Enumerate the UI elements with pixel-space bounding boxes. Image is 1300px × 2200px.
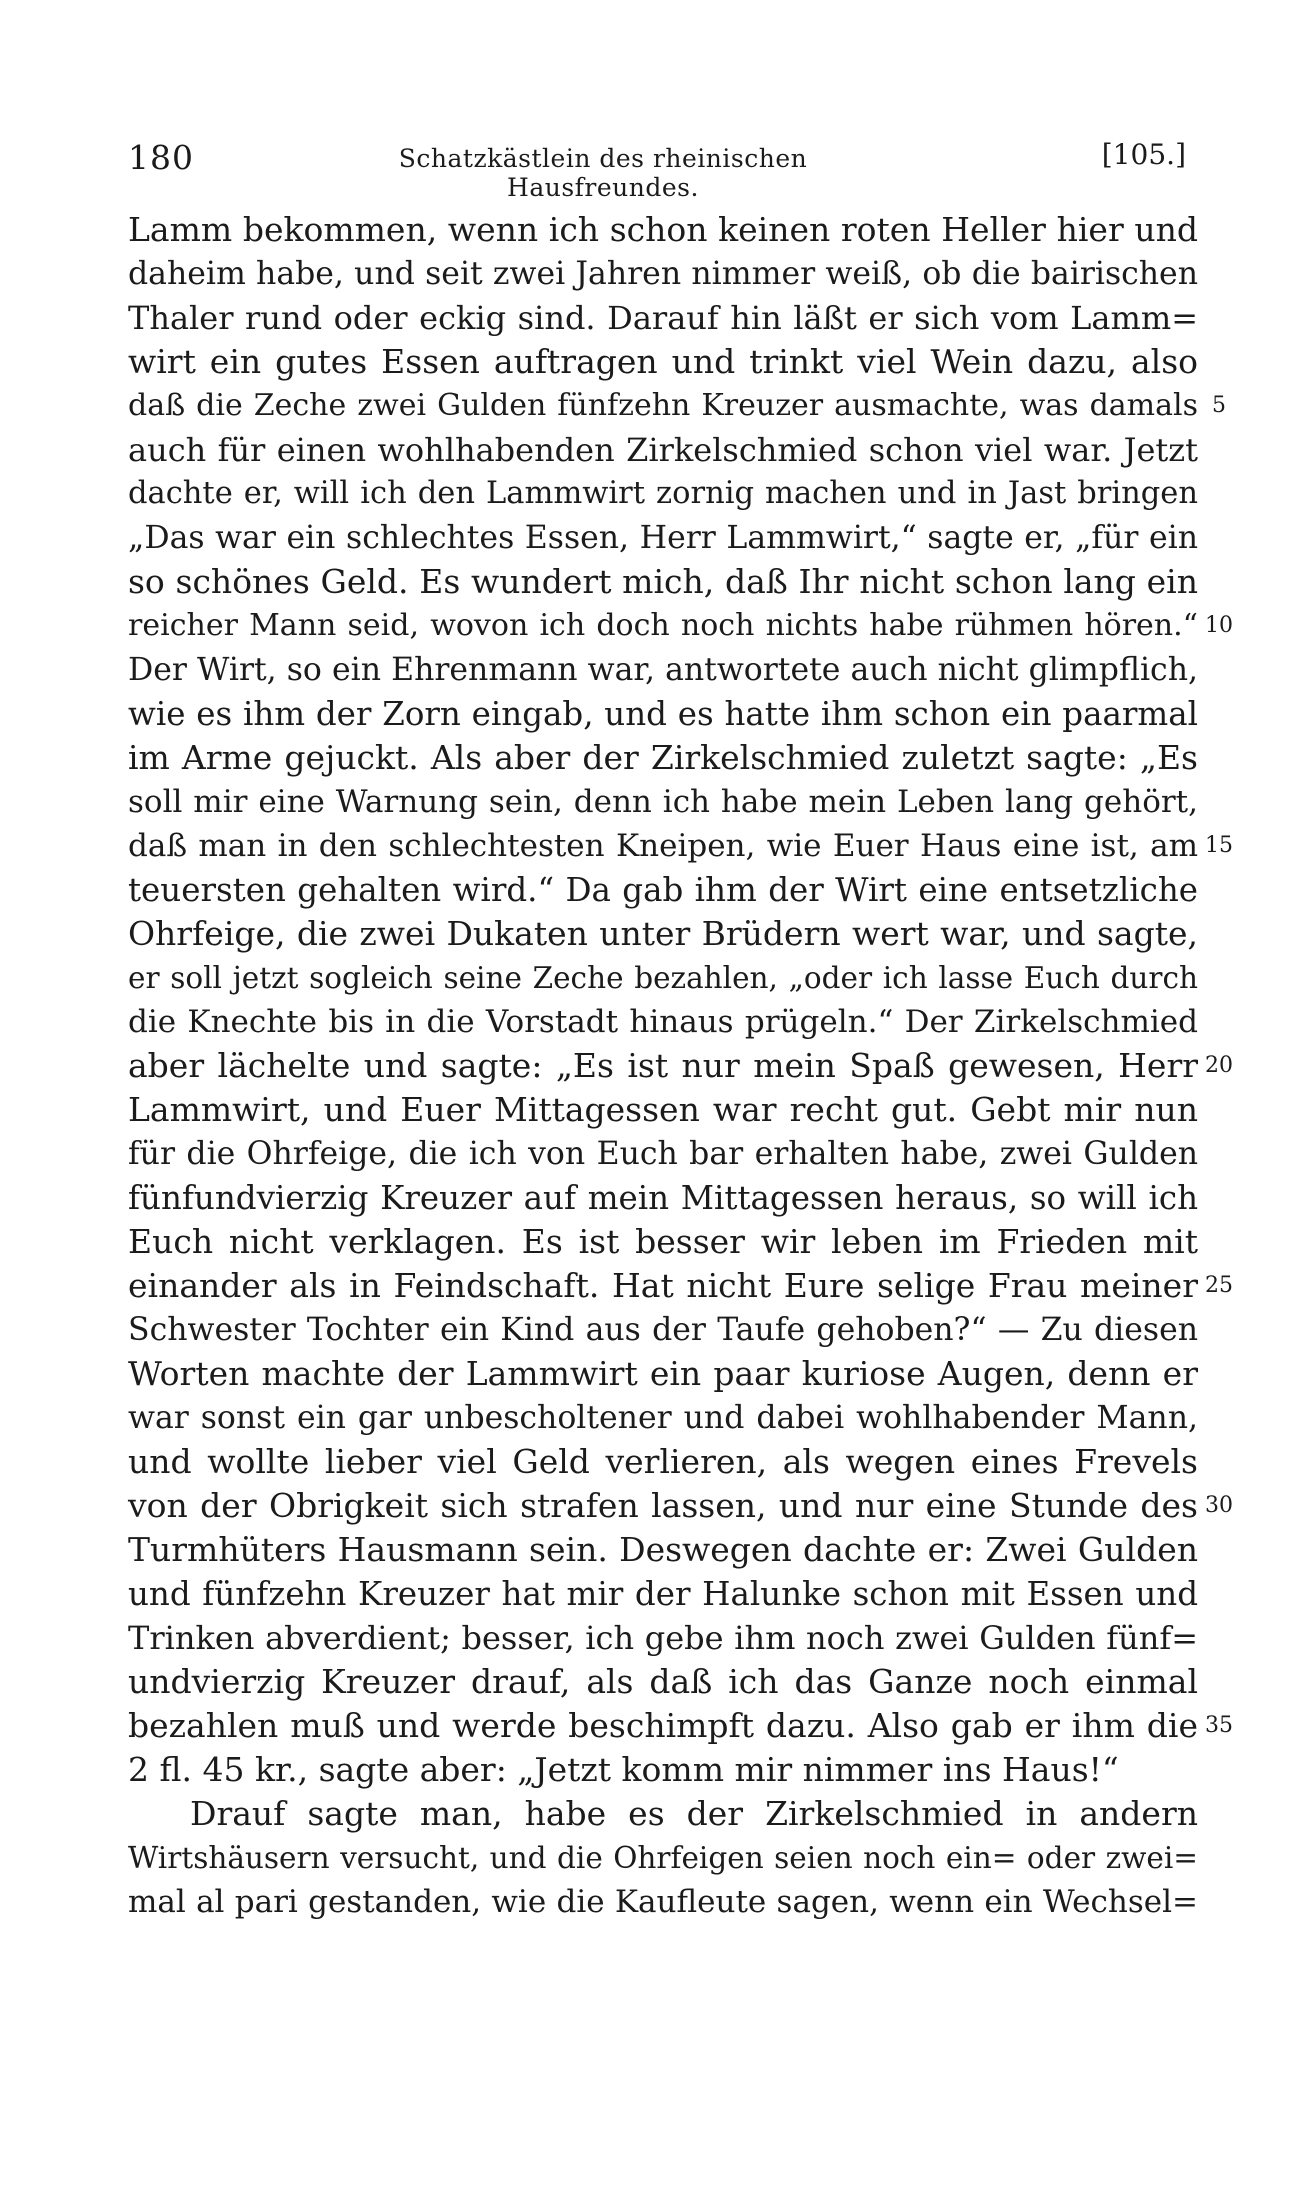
text-line: und fünfzehn Kreuzer hat mir der Halunke schon mit Essen und xyxy=(128,1575,1198,1613)
text-line: dachte er, will ich den Lammwirt zornig machen und in Jast bringen xyxy=(128,476,1198,511)
text-line: war sonst ein gar unbescholtener und dabei wohlhabender Mann, xyxy=(128,1400,1198,1436)
text-line: bezahlen muß und werde beschimpft dazu. Also gab er ihm die xyxy=(128,1706,1198,1745)
text-line: einander als in Feindschaft. Hat nicht Eure selige Frau meiner xyxy=(128,1266,1198,1305)
line-number: 5 xyxy=(1212,393,1226,418)
text-line: Euch nicht verklagen. Es ist besser wir leben im Frieden mit xyxy=(128,1222,1198,1261)
line-number: 25 xyxy=(1205,1273,1233,1298)
text-line: und wollte lieber viel Geld verlieren, als wegen eines Frevels xyxy=(128,1442,1198,1481)
body-text xyxy=(128,208,1198,1968)
text-line: Lamm bekommen, wenn ich schon keinen roten Heller hier und xyxy=(128,210,1198,249)
text-line: die Knechte bis in die Vorstadt hinaus prügeln.“ Der Zirkelschmied xyxy=(128,1004,1198,1040)
text-line: Wirtshäusern versucht, und die Ohrfeigen seien noch ein= oder zwei= xyxy=(128,1841,1198,1875)
text-line: Trinken abverdient; besser, ich gebe ihm noch zwei Gulden fünf= xyxy=(128,1619,1198,1657)
text-line: Turmhüters Hausmann sein. Deswegen dachte er: Zwei Gulden xyxy=(128,1530,1198,1569)
text-line: Drauf sagte man, habe es der Zirkelschmied in andern xyxy=(190,1794,1198,1833)
text-line: Schwester Tochter ein Kind aus der Taufe gehoben?“ — Zu diesen xyxy=(128,1312,1198,1348)
text-line: daheim habe, und seit zwei Jahren nimmer weiß, ob die bairischen xyxy=(128,256,1198,292)
line-number: 10 xyxy=(1205,613,1233,638)
line-number: 15 xyxy=(1205,833,1233,858)
text-line: auch für einen wohlhabenden Zirkelschmied schon viel war. Jetzt xyxy=(128,431,1198,469)
text-line: Worten machte der Lammwirt ein paar kuriose Augen, denn er xyxy=(128,1354,1198,1393)
line-number: 30 xyxy=(1205,1493,1233,1518)
text-line: teuersten gehalten wird.“ Da gab ihm der Wirt eine entsetzliche xyxy=(128,871,1198,909)
text-line: „Das war ein schlechtes Essen, Herr Lammwirt,“ sagte er, „für ein xyxy=(128,520,1198,556)
text-line: Thaler rund oder eckig sind. Darauf hin läßt er sich vom Lamm= xyxy=(128,299,1198,337)
text-line: soll mir eine Warnung sein, denn ich habe mein Leben lang gehört, xyxy=(128,784,1198,820)
section-reference: [105.] xyxy=(1101,138,1186,171)
text-line: für die Ohrfeige, die ich von Euch bar erhalten habe, zwei Gulden xyxy=(128,1136,1198,1172)
running-title: Schatzkästlein des rheinischen Hausfreundes. xyxy=(398,144,808,202)
text-line: wirt ein gutes Essen auftragen und trinkt viel Wein dazu, also xyxy=(128,342,1198,381)
text-line: reicher Mann seid, wovon ich doch noch nichts habe rühmen hören.“ xyxy=(128,608,1198,643)
text-line: so schönes Geld. Es wundert mich, daß Ihr nicht schon lang ein xyxy=(128,562,1198,601)
text-line: im Arme gejuckt. Als aber der Zirkelschmied zuletzt sagte: „Es xyxy=(128,738,1198,777)
text-line: undvierzig Kreuzer drauf, als daß ich das Ganze noch einmal xyxy=(128,1662,1198,1701)
text-line: Ohrfeige, die zwei Dukaten unter Brüdern wert war, und sagte, xyxy=(128,914,1198,953)
text-line: von der Obrigkeit sich strafen lassen, und nur eine Stunde des xyxy=(128,1486,1198,1525)
page-number: 180 xyxy=(128,138,194,177)
text-line: 2 fl. 45 kr., sagte aber: „Jetzt komm mir nimmer ins Haus!“ xyxy=(128,1750,1119,1789)
text-line: aber lächelte und sagte: „Es ist nur mein Spaß gewesen, Herr xyxy=(128,1046,1198,1085)
page-header xyxy=(128,138,1186,202)
line-number: 20 xyxy=(1205,1053,1233,1078)
text-line: wie es ihm der Zorn eingab, und es hatte ihm schon ein paarmal xyxy=(128,695,1198,733)
text-line: mal al pari gestanden, wie die Kaufleute sagen, wenn ein Wechsel= xyxy=(128,1884,1198,1920)
text-line: daß die Zeche zwei Gulden fünfzehn Kreuzer ausmachte, was damals xyxy=(128,388,1198,423)
text-line: Lammwirt, und Euer Mittagessen war recht gut. Gebt mir nun xyxy=(128,1090,1198,1129)
text-line: fünfundvierzig Kreuzer auf mein Mittagessen heraus, so will ich xyxy=(128,1179,1198,1217)
line-number: 35 xyxy=(1205,1713,1233,1738)
text-line: daß man in den schlechtesten Kneipen, wie Euer Haus eine ist, am xyxy=(128,828,1198,864)
text-line: er soll jetzt sogleich seine Zeche bezahlen, „oder ich lasse Euch durch xyxy=(128,961,1198,995)
text-line: Der Wirt, so ein Ehrenmann war, antwortete auch nicht glimpflich, xyxy=(128,652,1198,688)
